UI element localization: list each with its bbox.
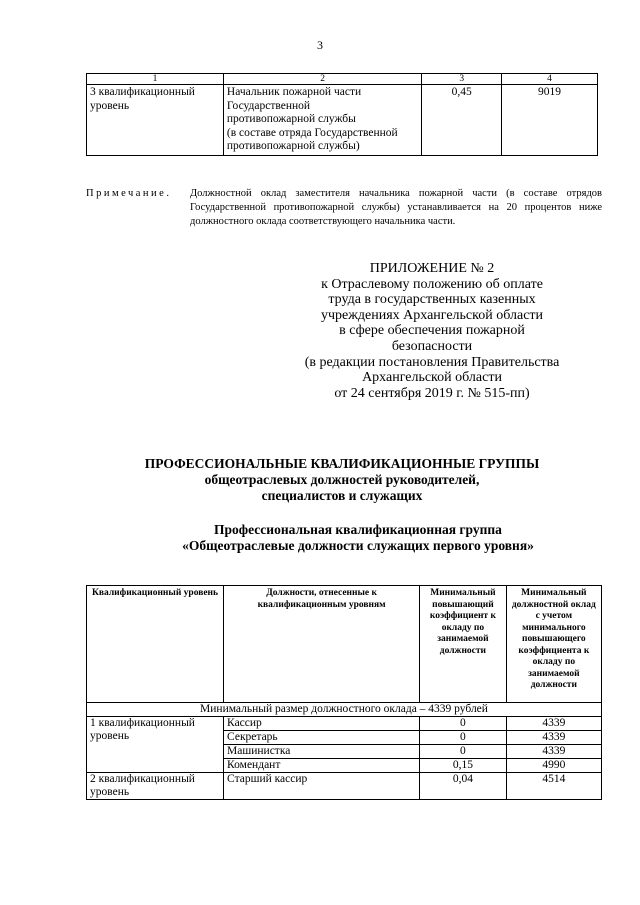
appendix-line: от 24 сентября 2019 г. № 515-пп) <box>334 385 530 401</box>
qualification-level: 3 квалификационный уровень <box>87 85 224 156</box>
salary-cell: 4514 <box>506 772 601 799</box>
appendix-line: учреждениях Архангельской области <box>320 307 544 323</box>
position-cell: Секретарь <box>224 730 420 744</box>
salary-cell: 4990 <box>506 758 601 772</box>
note <box>86 187 602 227</box>
appendix-line: труда в государственных казенных <box>328 292 536 308</box>
column-number: 4 <box>502 74 598 85</box>
position-line: (в составе отряда Государственной <box>226 126 398 139</box>
coefficient-cell: 0,45 <box>422 85 502 156</box>
coefficient-cell: 0,15 <box>420 758 507 772</box>
appendix-line: Архангельской области <box>362 370 502 386</box>
position-cell: Комендант <box>224 758 420 772</box>
position-cell: Кассир <box>224 716 420 730</box>
qualification-level: 2 квалификационный уровень <box>87 772 224 799</box>
column-header: Минимальный повышающий коэффициент к окладу по занимаемой должности <box>420 586 507 703</box>
appendix-title: ПРИЛОЖЕНИЕ № 2 <box>369 261 495 276</box>
position-line: противопожарной службы) <box>226 140 360 152</box>
appendix-line: к Отраслевому положению об оплате <box>321 276 543 292</box>
position-cell: Машинистка <box>224 744 420 758</box>
salary-cell: 4339 <box>506 744 601 758</box>
min-salary-row: Минимальный размер должностного оклада – 4339 рублей <box>87 702 602 716</box>
heading-line: общеотраслевых должностей руководителей, <box>204 472 480 487</box>
group-heading <box>100 522 616 554</box>
qualification-table <box>86 585 602 800</box>
appendix-line: в сфере обеспечения пожарной <box>339 323 525 339</box>
position-line: Начальник пожарной части <box>226 86 362 98</box>
appendix-line: безопасности <box>391 338 473 354</box>
note-text: Должностной оклад заместителя начальника пожарной части (в составе отрядов Государственной противопожарной службы) устанавливается на 20 процентов ниже должностного оклада соответствующего начальника части. <box>190 188 602 227</box>
table-row <box>87 716 602 730</box>
appendix-block <box>300 261 564 401</box>
appendix-line: (в редакции постановления Правительства <box>304 354 560 370</box>
coefficient-cell: 0 <box>420 744 507 758</box>
table-row <box>87 702 602 716</box>
heading-line: ПРОФЕССИОНАЛЬНЫЕ КВАЛИФИКАЦИОННЫЕ ГРУППЫ <box>144 456 540 471</box>
table-row <box>87 772 602 799</box>
coefficient-cell: 0 <box>420 730 507 744</box>
salary-cell: 4339 <box>506 716 601 730</box>
column-number: 2 <box>223 74 421 85</box>
column-number: 1 <box>87 74 224 85</box>
column-number: 3 <box>422 74 502 85</box>
heading-line: специалистов и служащих <box>261 488 423 503</box>
page-number: 3 <box>317 38 323 52</box>
position-line: Государственной <box>226 99 311 112</box>
table-header-row <box>87 586 602 703</box>
position-line: противопожарной службы <box>226 113 356 125</box>
coefficient-cell: 0 <box>420 716 507 730</box>
position-cell: Старший кассир <box>224 772 420 799</box>
continuation-table <box>86 73 598 156</box>
note-label: Примечание. <box>86 188 172 199</box>
column-header: Должности, отнесенные к квалификационным уровням <box>224 586 420 703</box>
table-row <box>87 85 598 156</box>
column-header: Квалификационный уровень <box>87 586 224 703</box>
salary-cell: 9019 <box>502 85 598 156</box>
table-column-numbers <box>87 74 598 85</box>
position-cell <box>223 85 421 156</box>
heading-line: «Общеотраслевые должности служащих первого уровня» <box>182 538 534 553</box>
column-header: Минимальный должностной оклад с учетом минимального повышающего коэффициента к окладу по занимаемой должности <box>506 586 601 703</box>
heading-line: Профессиональная квалификационная группа <box>214 522 502 537</box>
qualification-level: 1 квалификационный уровень <box>87 716 224 772</box>
salary-cell: 4339 <box>506 730 601 744</box>
main-heading <box>60 456 624 504</box>
coefficient-cell: 0,04 <box>420 772 507 799</box>
